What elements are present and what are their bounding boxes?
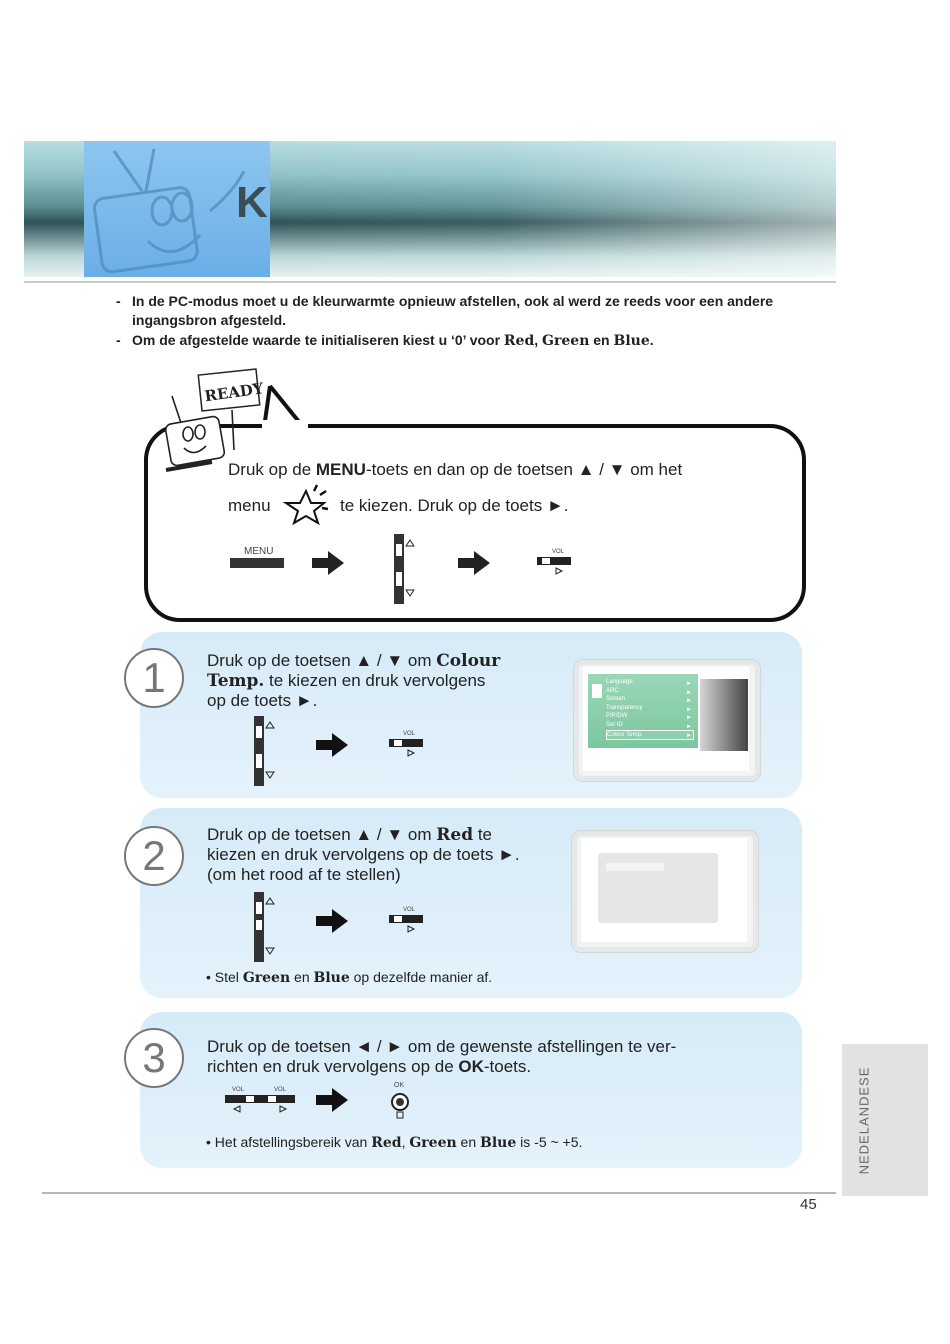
page-number: 45 bbox=[800, 1196, 817, 1213]
note-2: - Om de afgestelde waarde te initialiseren kiest u ‘0’ voor Red, Green en Blue. bbox=[116, 332, 654, 349]
arrow-right-icon bbox=[314, 907, 350, 935]
vol-right-key-icon bbox=[388, 738, 426, 760]
osd-menu-item: Set ID bbox=[606, 721, 623, 728]
ready-sign-text: READY bbox=[203, 379, 265, 406]
language-side-tab-label: NEDELANDESE bbox=[856, 1066, 872, 1174]
osd-menu-item: Transparency bbox=[606, 704, 643, 711]
osd-menu-item: PIP/DW bbox=[606, 713, 628, 720]
step-3-bullet: • Het afstellingsbereik van Red, Green en Blue is -5 ~ +5. bbox=[206, 1134, 583, 1151]
step-2-bullet: • Stel Green en Blue op dezelfde manier af. bbox=[206, 969, 493, 986]
bubble-line-1: Druk op de MENU-toets en dan op de toetsen ▲ / ▼ om het bbox=[228, 460, 683, 479]
osd-menu-item: Language bbox=[606, 679, 633, 685]
osd-gradient-swatch bbox=[700, 679, 748, 751]
osd-menu-1: Language ARC Screen Transparency PIP/DW Set ID Colour Temp. ► ► ► ► ► ► ► bbox=[588, 674, 698, 748]
step-2-text: Druk op de toetsen ▲ / ▼ om Red te kiezen en druk vervolgens op de toets ►. (om het rood af te stellen) bbox=[207, 825, 520, 884]
up-down-key-icon bbox=[252, 890, 278, 964]
ok-label: OK bbox=[394, 1082, 405, 1089]
osd-menu-item: Screen bbox=[606, 696, 626, 703]
vol-label: VOL bbox=[552, 549, 565, 555]
osd-menu-2 bbox=[598, 853, 718, 923]
vol-label: VOL bbox=[403, 731, 416, 737]
osd-menu-item-selected: Colour Temp. bbox=[606, 730, 694, 741]
vol-label: VOL bbox=[403, 907, 416, 913]
arrow-right-icon bbox=[314, 731, 350, 759]
header-banner-fade bbox=[270, 141, 836, 277]
menu-key-icon bbox=[230, 558, 284, 568]
vol-left-right-key-icon bbox=[224, 1094, 298, 1116]
vol-right-key-icon bbox=[388, 914, 426, 936]
step-1-text: Druk op de toetsen ▲ / ▼ om Colour Temp. te kiezen en druk vervolgens op de toets ►. bbox=[207, 651, 501, 710]
vol-right-key-icon bbox=[536, 556, 574, 578]
menu-key-label: MENU bbox=[244, 546, 274, 557]
vol-label: VOL bbox=[274, 1087, 287, 1093]
ok-button-icon bbox=[390, 1092, 412, 1120]
step-2-number: 2 bbox=[124, 826, 184, 886]
banner-divider bbox=[24, 281, 836, 283]
banner-title-letter: K bbox=[236, 178, 268, 227]
vol-label: VOL bbox=[232, 1087, 245, 1093]
footer-divider bbox=[42, 1192, 836, 1194]
up-down-key-icon bbox=[392, 532, 418, 606]
arrow-right-icon bbox=[310, 549, 346, 577]
step-1-number: 1 bbox=[124, 648, 184, 708]
osd-menu-item: ARC bbox=[606, 687, 619, 694]
bubble-line-2: menu bbox=[228, 496, 271, 515]
arrow-right-icon bbox=[314, 1086, 350, 1114]
note-1: - In de PC-modus moet u de kleurwarmte opnieuw afstellen, ook al werd ze reeds voor een andere ingangsbron afgesteld. bbox=[116, 293, 774, 328]
step-3-number: 3 bbox=[124, 1028, 184, 1088]
arrow-right-icon bbox=[456, 549, 492, 577]
bubble-line-2b: te kiezen. Druk op de toets ►. bbox=[340, 496, 569, 515]
star-icon bbox=[280, 481, 334, 527]
step-3-text: Druk op de toetsen ◄ / ► om de gewenste afstellingen te ver- richten en druk vervolgens op de OK-toets. bbox=[207, 1037, 677, 1076]
up-down-key-icon bbox=[252, 714, 278, 788]
